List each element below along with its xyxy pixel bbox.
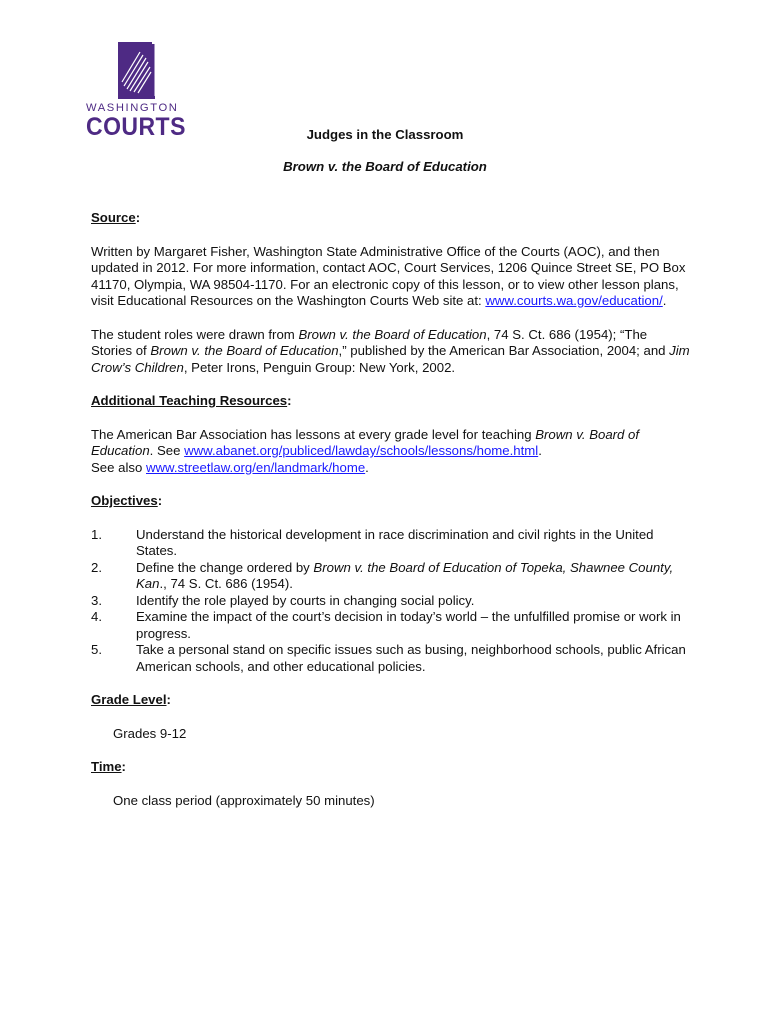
list-item: 1. Understand the historical development in race discrimination and civil rights in the United States.	[91, 526, 654, 558]
time-value: One class period (approximately 50 minutes)	[113, 792, 375, 808]
courts-emblem-icon	[118, 42, 158, 100]
courts-education-link[interactable]: www.courts.wa.gov/education/	[485, 293, 663, 308]
washington-courts-logo	[86, 42, 190, 140]
time-heading: Time:	[91, 759, 126, 774]
source-paragraph-2: The student roles were drawn from Brown v. the Board of Education, 74 S. Ct. 686 (1954); “The Stories of Brown v. the Board of Education,” published by the American Bar Association, 2004; and Jim Crow’s Children, Peter Irons, Penguin Group: New York, 2002.	[91, 326, 690, 375]
list-item: 2. Define the change ordered by Brown v. the Board of Education of Topeka, Shawnee County, Kan., 74 S. Ct. 686 (1954).	[91, 559, 674, 591]
streetlaw-link[interactable]: www.streetlaw.org/en/landmark/home	[146, 459, 366, 475]
resources-heading: Additional Teaching Resources:	[91, 393, 292, 408]
grade-level-heading: Grade Level:	[91, 692, 171, 707]
list-item: 5. Take a personal stand on specific issues such as busing, neighborhood schools, public African American schools, and other educational policies.	[91, 642, 686, 674]
logo-washington-text: WASHINGTON	[86, 102, 179, 114]
document-title: Judges in the Classroom	[306, 127, 464, 142]
objectives-list	[91, 527, 691, 676]
document-body	[91, 210, 691, 809]
objectives-heading: Objectives:	[91, 493, 163, 508]
list-item: 3. Identify the role played by courts in changing social policy.	[91, 592, 475, 608]
grade-level-value: Grades 9-12	[113, 725, 187, 741]
source-paragraph-1: Written by Margaret Fisher, Washington State Administrative Office of the Courts (AOC), and then updated in 2012. For more information, contact AOC, Court Services, 1206 Quince Street SE, PO Box 41170, Olympia, WA 98504-1170. For an electronic copy of this lesson, or to view other lesson plans, visit Educational Resources on the Washington Courts Web site at: www.courts.wa.gov/education/.	[91, 243, 686, 308]
document-subtitle: Brown v. the Board of Education	[283, 159, 487, 174]
resources-paragraph: The American Bar Association has lessons at every grade level for teaching Brown v. Board of Education. See www.abanet.org/publiced/lawday/schools/lessons/home.html. See also www.streetlaw.org/en/landmark/home.	[91, 426, 640, 475]
list-item: 4. Examine the impact of the court’s decision in today’s world – the unfulfilled promise or work in progress.	[91, 609, 681, 641]
logo-courts-text: COURTS	[86, 113, 186, 141]
source-heading: Source:	[91, 210, 141, 225]
aba-lessons-link[interactable]: www.abanet.org/publiced/lawday/schools/lessons/home.html	[184, 443, 539, 458]
